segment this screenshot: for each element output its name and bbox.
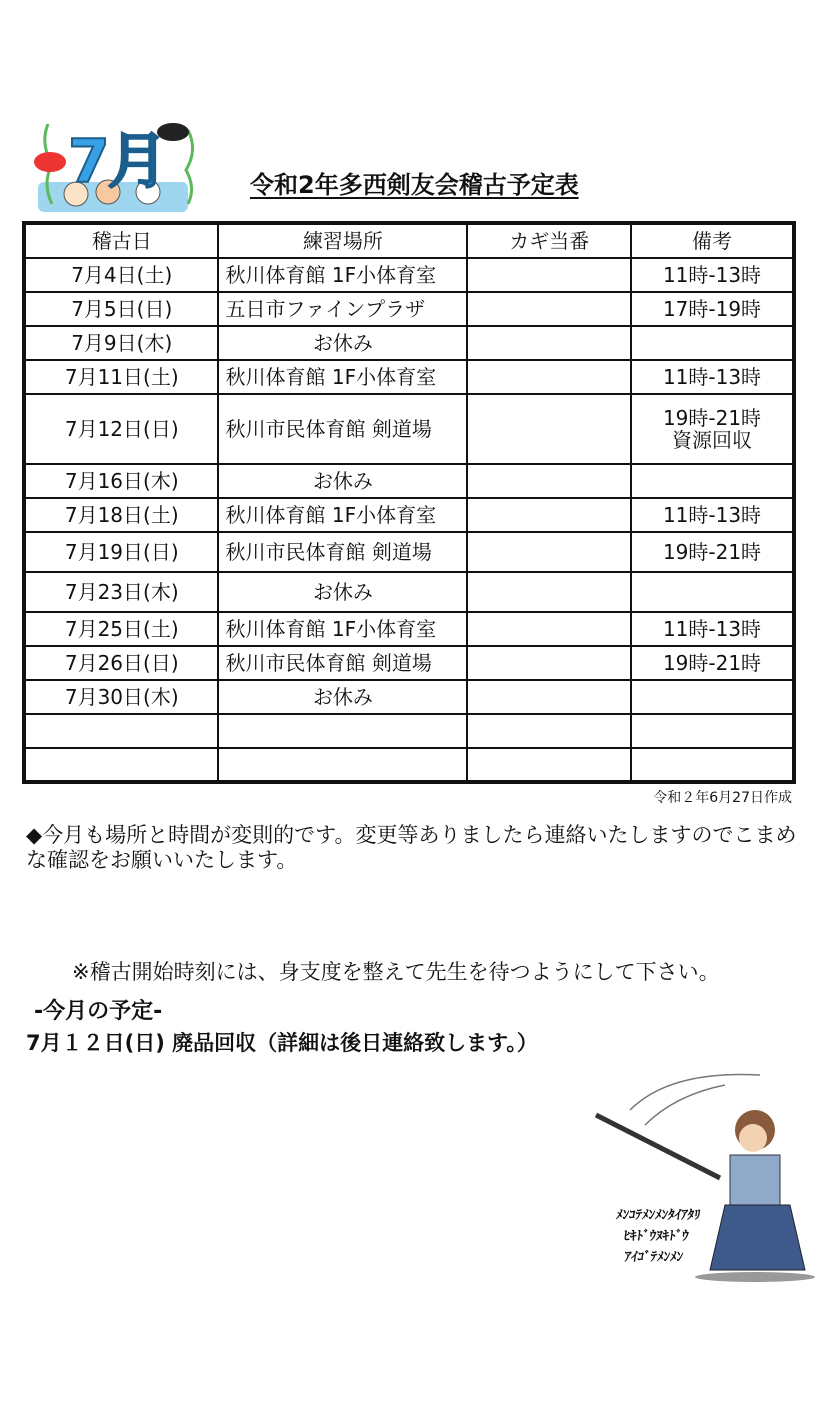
- cell-place: お休み: [218, 326, 467, 360]
- page-title: 令和2年多西剣友会稽古予定表: [250, 171, 579, 199]
- face-icon: [739, 1124, 767, 1152]
- cell-note: [631, 464, 794, 498]
- cell-key: [467, 292, 631, 326]
- cell-note-line: 資源回収: [672, 428, 752, 452]
- cell-note-line: 19時-21時: [662, 406, 762, 430]
- hakama-icon: [710, 1205, 805, 1270]
- cell-note: [631, 646, 794, 680]
- chant-line: ｱｲｺﾞﾃﾒﾝﾒﾝ: [623, 1250, 684, 1265]
- cell-note: [631, 258, 794, 292]
- cell-date: 7月30日(木): [24, 680, 218, 714]
- cell-key: [467, 748, 631, 782]
- table-row: [24, 498, 794, 532]
- schedule-body: [24, 258, 794, 782]
- cell-place: 秋川体育館 1F小体育室: [218, 498, 467, 532]
- cell-note-line: 11時-13時: [662, 617, 762, 641]
- cell-key: [467, 646, 631, 680]
- plan-heading: -今月の予定-: [34, 999, 163, 1024]
- table-row: [24, 258, 794, 292]
- cell-date: 7月23日(木): [24, 572, 218, 612]
- cell-place: お休み: [218, 572, 467, 612]
- cell-note: [631, 612, 794, 646]
- cell-place: お休み: [218, 464, 467, 498]
- month-label: 7月: [68, 127, 166, 197]
- table-header-row: [24, 223, 794, 258]
- cell-date: 7月12日(日): [24, 394, 218, 464]
- cell-key: [467, 394, 631, 464]
- cell-place: [218, 714, 467, 748]
- table-row: [24, 532, 794, 572]
- cell-note-line: 17時-19時: [662, 297, 762, 321]
- cell-note: [631, 532, 794, 572]
- cell-place: 秋川市民体育館 剣道場: [218, 394, 467, 464]
- table-row: [24, 680, 794, 714]
- cell-key: [467, 612, 631, 646]
- cell-key: [467, 360, 631, 394]
- chant-line: ﾒﾝｺﾃﾒﾝﾒﾝﾀｲｱﾀﾘ: [615, 1208, 702, 1223]
- cell-place: 秋川市民体育館 剣道場: [218, 532, 467, 572]
- cell-date: 7月25日(土): [24, 612, 218, 646]
- cell-note-line: 11時-13時: [662, 365, 762, 389]
- chant-text: [589, 1205, 724, 1268]
- month-badge: [28, 112, 206, 216]
- cell-key: [467, 326, 631, 360]
- keikogi-icon: [730, 1155, 780, 1205]
- cell-place: [218, 748, 467, 782]
- cell-key: [467, 714, 631, 748]
- table-row: [24, 572, 794, 612]
- notice-text: ◆今月も場所と時間が変則的です。変更等ありましたら連絡いたしますのでこまめな確認をお願いいたします。: [26, 823, 797, 872]
- cell-key: [467, 532, 631, 572]
- cell-note: [631, 714, 794, 748]
- cell-date: [24, 714, 218, 748]
- cell-note: [631, 360, 794, 394]
- cell-place: 秋川体育館 1F小体育室: [218, 258, 467, 292]
- plan-item: 7月１２日(日) 廃品回収（詳細は後日連絡致します。）: [26, 1031, 538, 1055]
- column-header-place: 練習場所: [218, 223, 467, 258]
- cell-date: 7月18日(土): [24, 498, 218, 532]
- cell-note: [631, 680, 794, 714]
- cell-note-line: 19時-21時: [662, 540, 762, 564]
- table-row: [24, 612, 794, 646]
- cell-date: [24, 748, 218, 782]
- cell-key: [467, 258, 631, 292]
- table-row: [24, 748, 794, 782]
- cell-key: [467, 498, 631, 532]
- cell-key: [467, 680, 631, 714]
- table-row: [24, 326, 794, 360]
- caution-text: ※稽古開始時刻には、身支度を整えて先生を待つようにして下さい。: [72, 960, 720, 984]
- cell-place: 秋川体育館 1F小体育室: [218, 360, 467, 394]
- swing-arc: [630, 1074, 760, 1110]
- cell-date: 7月9日(木): [24, 326, 218, 360]
- cell-note: [631, 498, 794, 532]
- cell-place: 五日市ファインプラザ: [218, 292, 467, 326]
- table-row: [24, 394, 794, 464]
- cell-place: 秋川市民体育館 剣道場: [218, 646, 467, 680]
- cell-key: [467, 572, 631, 612]
- chant-line: ﾋｷﾄﾞｳﾇｷﾄﾞｳ: [622, 1229, 690, 1244]
- created-date: 令和２年6月27日作成: [653, 790, 792, 806]
- cell-date: 7月26日(日): [24, 646, 218, 680]
- cell-date: 7月16日(木): [24, 464, 218, 498]
- shadow-shape: [695, 1272, 815, 1282]
- table-row: [24, 714, 794, 748]
- column-header-key: カギ当番: [467, 223, 631, 258]
- cell-note: [631, 748, 794, 782]
- cell-note: [631, 394, 794, 464]
- cell-note-line: 19時-21時: [662, 651, 762, 675]
- schedule-table: [22, 221, 796, 784]
- shinai-icon: [596, 1115, 720, 1178]
- table-row: [24, 646, 794, 680]
- red-fish-icon: [34, 152, 66, 172]
- cell-date: 7月11日(土): [24, 360, 218, 394]
- table-row: [24, 292, 794, 326]
- cell-note: [631, 572, 794, 612]
- cell-place: 秋川体育館 1F小体育室: [218, 612, 467, 646]
- cell-note-line: 11時-13時: [662, 503, 762, 527]
- column-header-date: 稽古日: [24, 223, 218, 258]
- cell-note-line: 11時-13時: [662, 263, 762, 287]
- cell-note: [631, 292, 794, 326]
- cell-key: [467, 464, 631, 498]
- cell-date: 7月19日(日): [24, 532, 218, 572]
- cell-date: 7月4日(土): [24, 258, 218, 292]
- cell-place: お休み: [218, 680, 467, 714]
- cell-date: 7月5日(日): [24, 292, 218, 326]
- column-header-note: 備考: [631, 223, 794, 258]
- cell-note: [631, 326, 794, 360]
- table-row: [24, 360, 794, 394]
- table-row: [24, 464, 794, 498]
